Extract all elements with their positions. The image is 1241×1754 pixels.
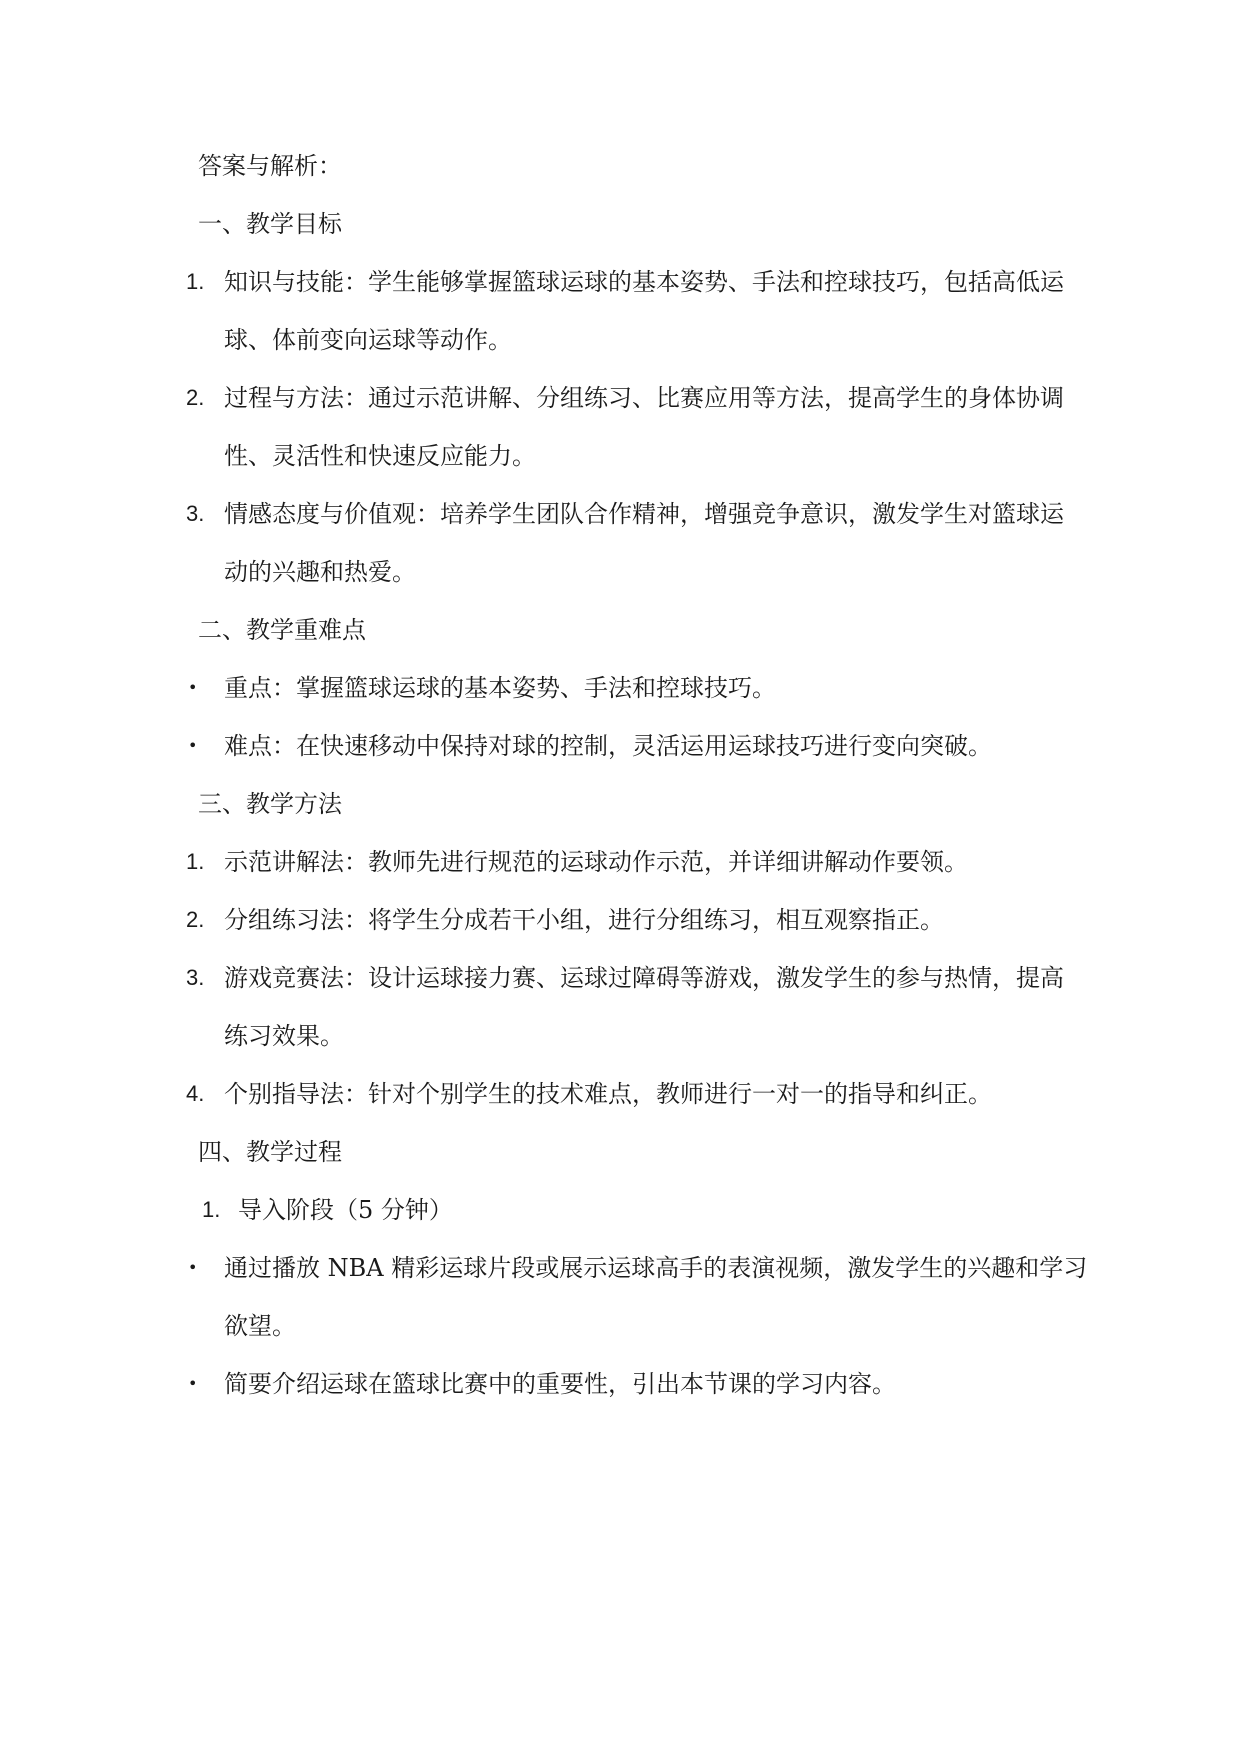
list-marker: 1. bbox=[186, 849, 205, 874]
bullet-marker: • bbox=[188, 1258, 198, 1277]
list-item-text: 简要介绍运球在篮球比赛中的重要性，引出本节课的学习内容。 bbox=[224, 1370, 896, 1398]
list-item-text: 过程与方法：通过示范讲解、分组练习、比赛应用等方法，提高学生的身体协调 bbox=[224, 384, 1064, 412]
doc-title: 答案与解析： bbox=[198, 152, 342, 180]
list-item-text-cont: 练习效果。 bbox=[224, 1022, 344, 1050]
list-marker: 3. bbox=[186, 501, 205, 526]
list-item-text: 个别指导法：针对个别学生的技术难点，教师进行一对一的指导和纠正。 bbox=[224, 1080, 992, 1108]
sub-list-marker: 1. bbox=[202, 1197, 221, 1222]
list-item-text: 示范讲解法：教师先进行规范的运球动作示范，并详细讲解动作要领。 bbox=[224, 848, 968, 876]
list-marker: 4. bbox=[186, 1081, 205, 1106]
list-marker: 2. bbox=[186, 907, 205, 932]
section-heading-goals: 一、教学目标 bbox=[198, 210, 342, 238]
list-marker: 3. bbox=[186, 965, 205, 990]
section-heading-process: 四、教学过程 bbox=[198, 1138, 342, 1166]
section-heading-key-points: 二、教学重难点 bbox=[198, 616, 366, 644]
list-item-text: 情感态度与价值观：培养学生团队合作精神，增强竞争意识，激发学生对篮球运 bbox=[224, 500, 1064, 528]
sub-heading-intro-stage: 导入阶段（5 分钟） bbox=[238, 1196, 453, 1224]
list-item-text: 难点：在快速移动中保持对球的控制，灵活运用运球技巧进行变向突破。 bbox=[224, 732, 992, 760]
list-item-text: 游戏竞赛法：设计运球接力赛、运球过障碍等游戏，激发学生的参与热情，提高 bbox=[224, 964, 1064, 992]
list-item-text-cont: 动的兴趣和热爱。 bbox=[224, 558, 416, 586]
list-item-text-cont: 性、灵活性和快速反应能力。 bbox=[224, 442, 536, 470]
list-marker: 1. bbox=[186, 269, 205, 294]
list-item-text-cont: 欲望。 bbox=[224, 1312, 296, 1340]
list-item-text: 重点：掌握篮球运球的基本姿势、手法和控球技巧。 bbox=[224, 674, 776, 702]
bullet-marker: • bbox=[188, 1374, 198, 1393]
section-heading-methods: 三、教学方法 bbox=[198, 790, 342, 818]
list-item-text: 知识与技能：学生能够掌握篮球运球的基本姿势、手法和控球技巧，包括高低运 bbox=[224, 268, 1064, 296]
list-item-text-cont: 球、体前变向运球等动作。 bbox=[224, 326, 512, 354]
list-item-text: 通过播放 NBA 精彩运球片段或展示运球高手的表演视频，激发学生的兴趣和学习 bbox=[224, 1254, 1088, 1282]
list-marker: 2. bbox=[186, 385, 205, 410]
list-item-text: 分组练习法：将学生分成若干小组，进行分组练习，相互观察指正。 bbox=[224, 906, 944, 934]
bullet-marker: • bbox=[188, 678, 198, 697]
bullet-marker: • bbox=[188, 736, 198, 755]
